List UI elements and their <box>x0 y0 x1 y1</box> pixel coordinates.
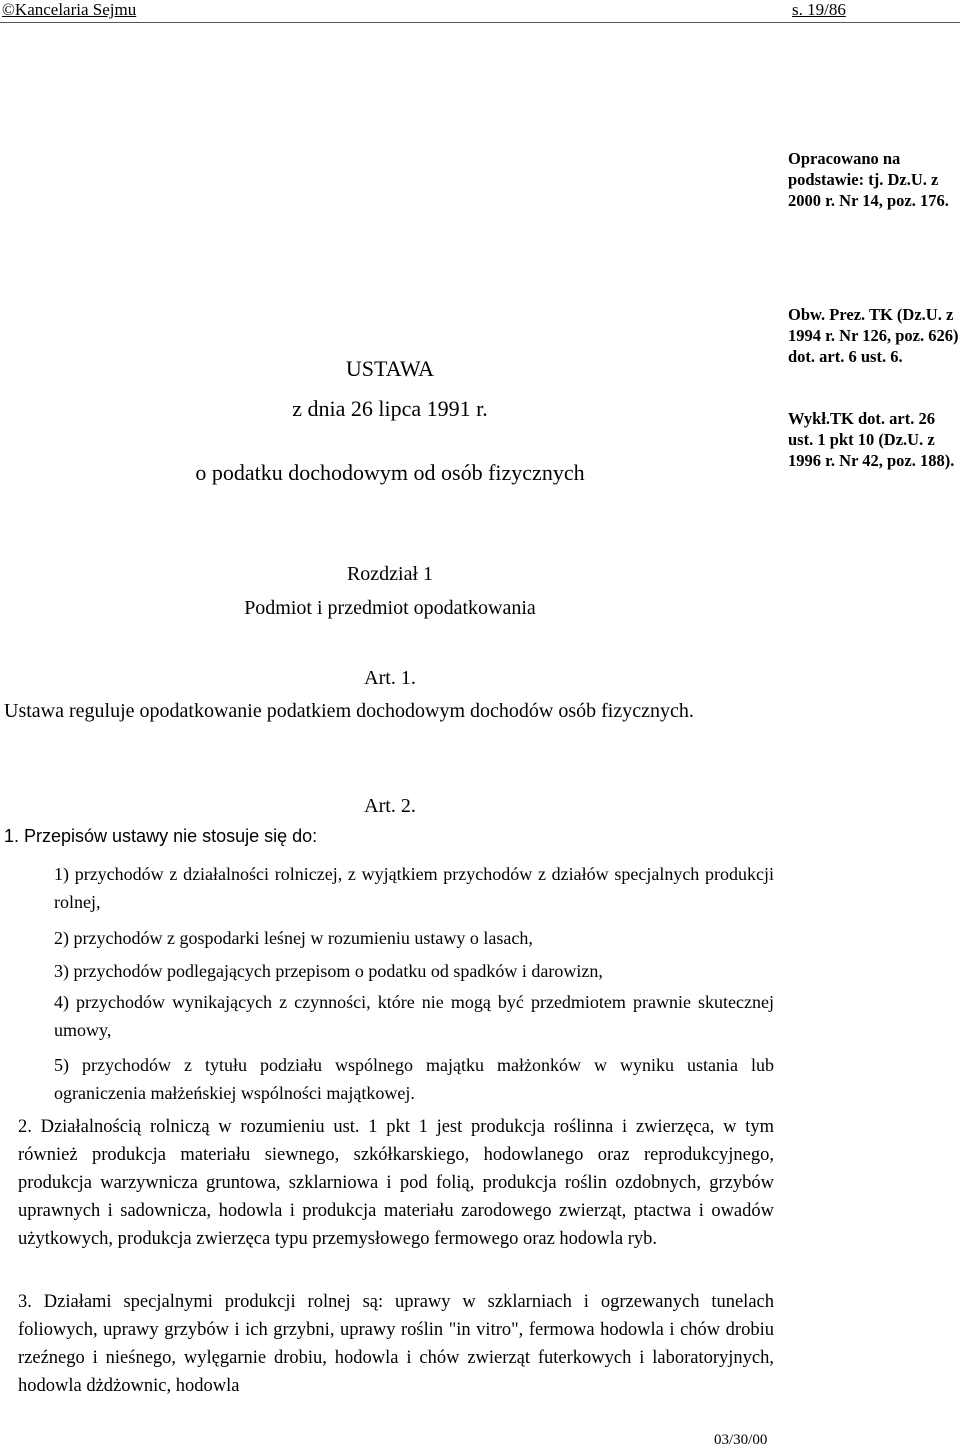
page-header <box>0 0 960 22</box>
act-subject: o podatku dochodowym od osób fizycznych <box>195 460 585 485</box>
art2-item-3: 3) przychodów podlegających przepisom o podatku od spadków i darowizn, <box>54 961 603 981</box>
act-date: z dnia 26 lipca 1991 r. <box>292 396 488 421</box>
sidebar-note-wykl <box>788 408 960 471</box>
sidebar-note-source <box>788 148 960 211</box>
sidebar-note-1: Opracowano na podstawie: tj. Dz.U. z 2000 r. Nr 14, poz. 176. <box>788 149 949 210</box>
art2-item-1-text: 1) przychodów z działalności rolniczej, z wyjątkiem przychodów z działów specjalnych produkcji rolnej, <box>54 864 774 912</box>
header-rule <box>0 22 960 23</box>
art2-ust1: 1. Przepisów ustawy nie stosuje się do: <box>4 826 318 846</box>
sidebar-note-2: Obw. Prez. TK (Dz.U. z 1994 r. Nr 126, poz. 626) dot. art. 6 ust. 6. <box>788 305 959 366</box>
act-type: USTAWA <box>345 356 435 381</box>
art2-item-4: 4) przychodów wynikających z czynności, które nie mogą być przedmiotem prawnie skutecznej umowy, <box>54 992 774 1040</box>
footer-date: 03/30/00 <box>714 1432 768 1448</box>
publisher-link[interactable]: ©Kancelaria Sejmu <box>2 0 137 19</box>
art2-item-5: 5) przychodów z tytułu podziału wspólnego majątku małżonków w wyniku ustania lub ograniczenia małżeńskiej wspólności majątkowej. <box>54 1055 774 1103</box>
art2-item-2: 2) przychodów z gospodarki leśnej w rozumieniu ustawy o lasach, <box>54 928 533 948</box>
art2-item-1 <box>54 860 774 916</box>
art1-text: Ustawa reguluje opodatkowanie podatkiem dochodowym dochodów osób fizycznych. <box>4 700 694 722</box>
chapter-name: Podmiot i przedmiot opodatkowania <box>244 597 536 619</box>
art2-heading: Art. 2. <box>364 795 416 817</box>
art2-ust2: 2. Działalnością rolniczą w rozumieniu ust. 1 pkt 1 jest produkcja roślinna i zwierzęca, w tym również produkcja materiału siewnego, szkółkarskiego, hodowlanego oraz reprodukcyjnego, produkcja warzywnicza gruntowa, szklarniowa i pod folią, produkcja roślin ozdobnych, grzybów uprawnych i sadownicza, hodowla i produkcja materiału zarodowego zwierząt, ptactwa i owadów użytkowych, produkcja zwierzęca typu przemysłowego fermowego oraz hodowla ryb. <box>18 1117 774 1249</box>
art1-heading: Art. 1. <box>364 667 416 689</box>
sidebar-note-3: Wykł.TK dot. art. 26 ust. 1 pkt 10 (Dz.U. z 1996 r. Nr 42, poz. 188). <box>788 409 955 470</box>
sidebar-note-obw <box>788 304 960 367</box>
art2-ust3: 3. Działami specjalnymi produkcji rolnej są: uprawy w szklarniach i ogrzewanych tunelach foliowych, uprawy grzybów i ich grzybni, uprawy roślin "in vitro", fermowa hodowla i chów drobiu rzeźnego i nieśnego, wylęgarnie drobiu, hodowla i chów zwierząt futerkowych i laboratoryjnych, hodowla dżdżownic, hodowla <box>18 1292 774 1396</box>
page-number-link[interactable]: s. 19/86 <box>792 0 846 19</box>
chapter-number: Rozdział 1 <box>346 563 434 585</box>
